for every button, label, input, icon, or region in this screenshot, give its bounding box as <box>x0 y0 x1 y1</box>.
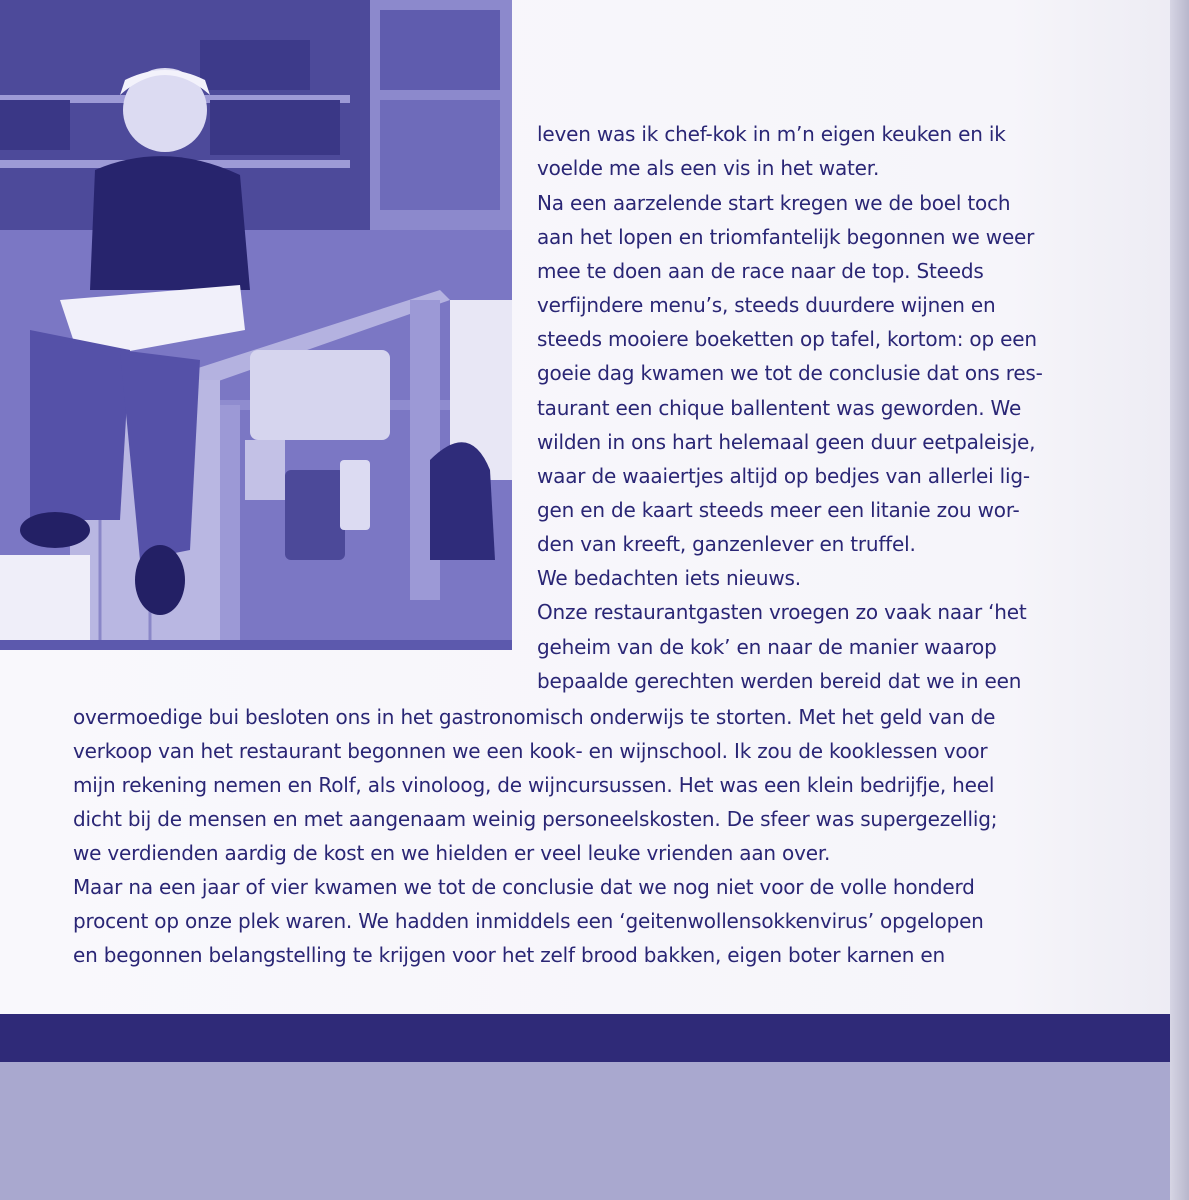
footer-band-light <box>0 1062 1170 1200</box>
text-line-15: Onze restaurantgasten vroegen zo vaak naar ‘het <box>537 600 1027 624</box>
kitchen-photo-illustration <box>0 0 512 650</box>
text-line-23: Maar na een jaar of vier kwamen we tot de conclusie dat we nog niet voor de volle honderd <box>73 875 975 899</box>
text-line-11: waar de waaiertjes altijd op bedjes van allerlei lig- <box>537 464 1030 488</box>
text-line-1: leven was ik chef-kok in m’n eigen keuken en ik <box>537 122 1006 146</box>
text-line-19: verkoop van het restaurant begonnen we een kook- en wijnschool. Ik zou de kooklessen voor <box>73 739 988 763</box>
text-line-21: dicht bij de mensen en met aangenaam weinig personeelskosten. De sfeer was supergezellig; <box>73 807 998 831</box>
text-line-5: mee te doen aan de race naar de top. Steeds <box>537 259 984 283</box>
text-line-25: en begonnen belangstelling te krijgen voor het zelf brood bakken, eigen boter karnen en <box>73 943 945 967</box>
kitchen-photo <box>0 0 512 650</box>
text-line-3: Na een aarzelende start kregen we de boel toch <box>537 191 1011 215</box>
text-line-24: procent op onze plek waren. We hadden inmiddels een ‘geitenwollensokkenvirus’ opgelopen <box>73 909 984 933</box>
text-line-20: mijn rekening nemen en Rolf, als vinoloog, de wijncursussen. Het was een klein bedrijfje, heel <box>73 773 995 797</box>
text-line-12: gen en de kaart steeds meer een litanie zou wor- <box>537 498 1020 522</box>
page-edge <box>1170 0 1189 1200</box>
text-line-18: overmoedige bui besloten ons in het gastronomisch onderwijs te storten. Met het geld van de <box>73 705 996 729</box>
text-line-16: geheim van de kok’ en naar de manier waarop <box>537 635 997 659</box>
text-line-14: We bedachten iets nieuws. <box>537 566 801 590</box>
text-line-2: voelde me als een vis in het water. <box>537 156 880 180</box>
text-line-6: verfijndere menu’s, steeds duurdere wijnen en <box>537 293 996 317</box>
text-line-10: wilden in ons hart helemaal geen duur eetpaleisje, <box>537 430 1036 454</box>
text-line-13: den van kreeft, ganzenlever en truffel. <box>537 532 916 556</box>
text-line-9: taurant een chique ballentent was geworden. We <box>537 396 1022 420</box>
text-line-8: goeie dag kwamen we tot de conclusie dat ons res- <box>537 361 1043 385</box>
text-line-17: bepaalde gerechten werden bereid dat we in een <box>537 669 1022 693</box>
text-line-22: we verdienden aardig de kost en we hielden er veel leuke vrienden aan over. <box>73 841 831 865</box>
text-line-7: steeds mooiere boeketten op tafel, kortom: op een <box>537 327 1037 351</box>
footer-band-dark <box>0 1014 1170 1062</box>
text-line-4: aan het lopen en triomfantelijk begonnen we weer <box>537 225 1035 249</box>
